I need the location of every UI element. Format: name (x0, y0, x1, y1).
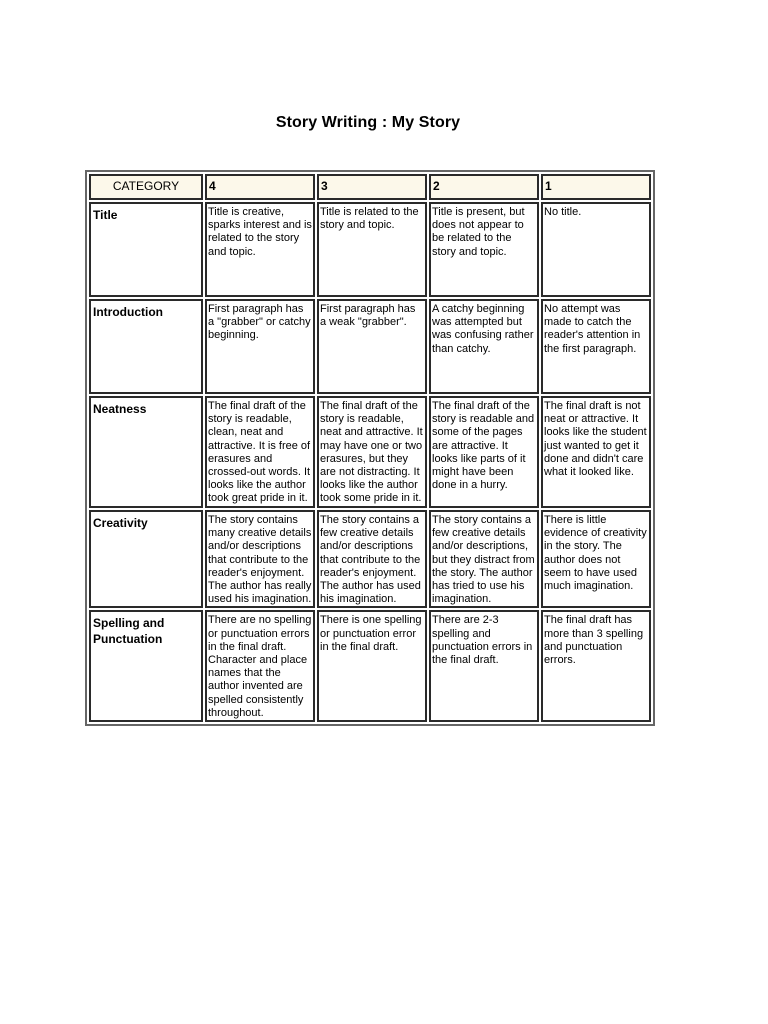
row-category-spelling-and-punctuation: Spelling and Punctuation (89, 610, 203, 722)
row-category-introduction: Introduction (89, 299, 203, 394)
table-row (89, 510, 651, 608)
rubric-table (85, 170, 655, 726)
table-cell: Title is related to the story and topic. (317, 202, 427, 297)
table-cell: Title is creative, sparks interest and is related to the story and topic. (205, 202, 315, 297)
score-header-2: 2 (429, 174, 539, 200)
table-cell: The story contains a few creative details and/or descriptions, but they distract from the story. The author has tried to use his imagination. (429, 510, 539, 608)
table-cell: The story contains a few creative details and/or descriptions that contribute to the reader's enjoyment. The author has used his imagination. (317, 510, 427, 608)
table-cell: The final draft is not neat or attractive. It looks like the student just wanted to get it done and didn't care what it looked like. (541, 396, 651, 508)
category-header: CATEGORY (89, 174, 203, 200)
score-header-3: 3 (317, 174, 427, 200)
table-cell: There are 2-3 spelling and punctuation errors in the final draft. (429, 610, 539, 722)
table-cell: There is little evidence of creativity in the story. The author does not seem to have used much imagination. (541, 510, 651, 608)
table-row (89, 396, 651, 508)
table-cell: The final draft of the story is readable, neat and attractive. It may have one or two erasures, but they are not distracting. It looks like the author took some pride in it. (317, 396, 427, 508)
score-header-1: 1 (541, 174, 651, 200)
table-row (89, 202, 651, 297)
table-cell: First paragraph has a "grabber" or catchy beginning. (205, 299, 315, 394)
row-category-neatness: Neatness (89, 396, 203, 508)
table-row (89, 299, 651, 394)
table-cell: The final draft of the story is readable and some of the pages are attractive. It looks like parts of it might have been done in a hurry. (429, 396, 539, 508)
table-cell: A catchy beginning was attempted but was confusing rather than catchy. (429, 299, 539, 394)
table-cell: There are no spelling or punctuation errors in the final draft. Character and place names that the author invented are spelled consistently throughout. (205, 610, 315, 722)
row-category-title: Title (89, 202, 203, 297)
table-cell: No attempt was made to catch the reader's attention in the first paragraph. (541, 299, 651, 394)
score-header-4: 4 (205, 174, 315, 200)
table-cell: There is one spelling or punctuation error in the final draft. (317, 610, 427, 722)
table-cell: Title is present, but does not appear to be related to the story and topic. (429, 202, 539, 297)
header-row (89, 174, 651, 200)
row-category-creativity: Creativity (89, 510, 203, 608)
table-row (89, 610, 651, 722)
table-cell: No title. (541, 202, 651, 297)
table-cell: The final draft has more than 3 spelling and punctuation errors. (541, 610, 651, 722)
table-cell: The final draft of the story is readable, clean, neat and attractive. It is free of erasures and crossed-out words. It looks like the author took great pride in it. (205, 396, 315, 508)
page-title: Story Writing : My Story (275, 114, 461, 131)
table-cell: First paragraph has a weak "grabber". (317, 299, 427, 394)
table-cell: The story contains many creative details and/or descriptions that contribute to the reader's enjoyment. The author has really used his imagination. (205, 510, 315, 608)
